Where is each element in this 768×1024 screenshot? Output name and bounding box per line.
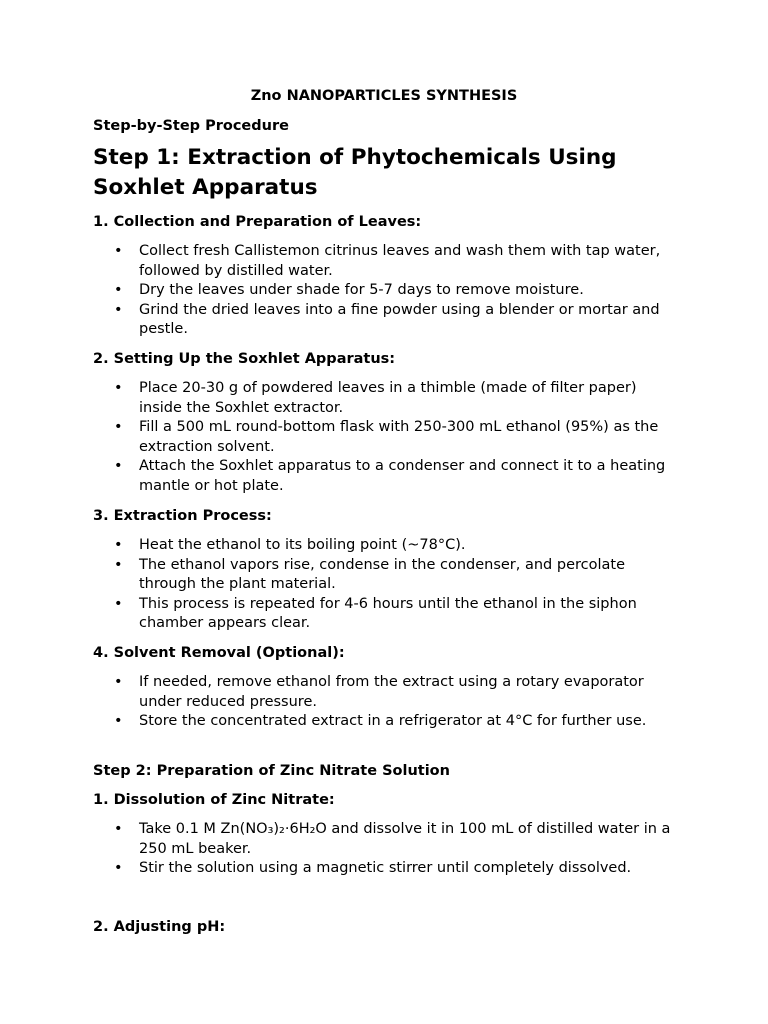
- bullet-icon: •: [114, 380, 123, 396]
- list-item: • Dry the leaves under shade for 5-7 days to remove moisture.: [93, 281, 683, 301]
- list-item: • Place 20-30 g of powdered leaves in a thimble (made of filter paper) inside the Soxhlet extractor.: [114, 380, 637, 416]
- section-heading: 2. Setting Up the Soxhlet Apparatus:: [93, 351, 396, 367]
- list-item: • Store the concentrated extract in a refrigerator at 4°C for further use.: [93, 712, 683, 732]
- list-item: • Fill a 500 mL round-bottom flask with 250-300 mL ethanol (95%) as the extraction solvent.: [114, 419, 659, 455]
- bullet-icon: •: [114, 537, 123, 553]
- step1-heading: Step 1: Extraction of Phytochemicals Using Soxhlet Apparatus: [93, 145, 617, 200]
- bullet-icon: •: [114, 419, 123, 435]
- section-heading: 3. Extraction Process:: [93, 508, 272, 524]
- bullet-list: [93, 242, 683, 340]
- section-heading: 2. Adjusting pH:: [93, 919, 226, 935]
- bullet-icon: •: [114, 301, 123, 318]
- bullet-icon: •: [114, 674, 123, 690]
- document-title: Zno NANOPARTICLES SYNTHESIS: [250, 88, 518, 104]
- bullet-icon: •: [114, 282, 123, 298]
- list-item: • This process is repeated for 4-6 hours until the ethanol in the siphon chamber appears clear.: [114, 595, 637, 631]
- bullet-list: [93, 673, 683, 732]
- section-heading: 4. Solvent Removal (Optional):: [93, 645, 345, 661]
- list-item: • Attach the Soxhlet apparatus to a condenser and connect it to a heating mantle or hot plate.: [114, 458, 666, 494]
- bullet-icon: •: [114, 458, 123, 474]
- section-heading: 1. Collection and Preparation of Leaves:: [93, 214, 422, 230]
- step2-heading: Step 2: Preparation of Zinc Nitrate Solution: [93, 763, 450, 779]
- list-item: • Heat the ethanol to its boiling point (~78°C).: [93, 536, 683, 556]
- list-item: • Grind the dried leaves into a fine powder using a blender or mortar and pestle.: [114, 301, 660, 337]
- bullet-icon: •: [114, 713, 123, 729]
- list-item: • If needed, remove ethanol from the extract using a rotary evaporator under reduced pressure.: [114, 674, 644, 710]
- bullet-list: [93, 820, 683, 879]
- bullet-icon: •: [114, 595, 123, 612]
- bullet-icon: •: [114, 821, 123, 837]
- bullet-icon: •: [114, 556, 123, 573]
- bullet-icon: •: [114, 243, 123, 259]
- section-heading: 1. Dissolution of Zinc Nitrate:: [93, 792, 335, 808]
- list-item: • Collect fresh Callistemon citrinus leaves and wash them with tap water, followed by distilled water.: [114, 243, 661, 279]
- bullet-list: [93, 379, 683, 496]
- procedure-label: Step-by-Step Procedure: [93, 118, 289, 134]
- bullet-list: [93, 536, 683, 634]
- bullet-icon: •: [114, 860, 123, 876]
- list-item: • Stir the solution using a magnetic stirrer until completely dissolved.: [93, 859, 683, 879]
- list-item: • Take 0.1 M Zn(NO₃)₂·6H₂O and dissolve it in 100 mL of distilled water in a 250 mL beaker.: [114, 821, 671, 857]
- list-item: • The ethanol vapors rise, condense in the condenser, and percolate through the plant material.: [114, 556, 625, 592]
